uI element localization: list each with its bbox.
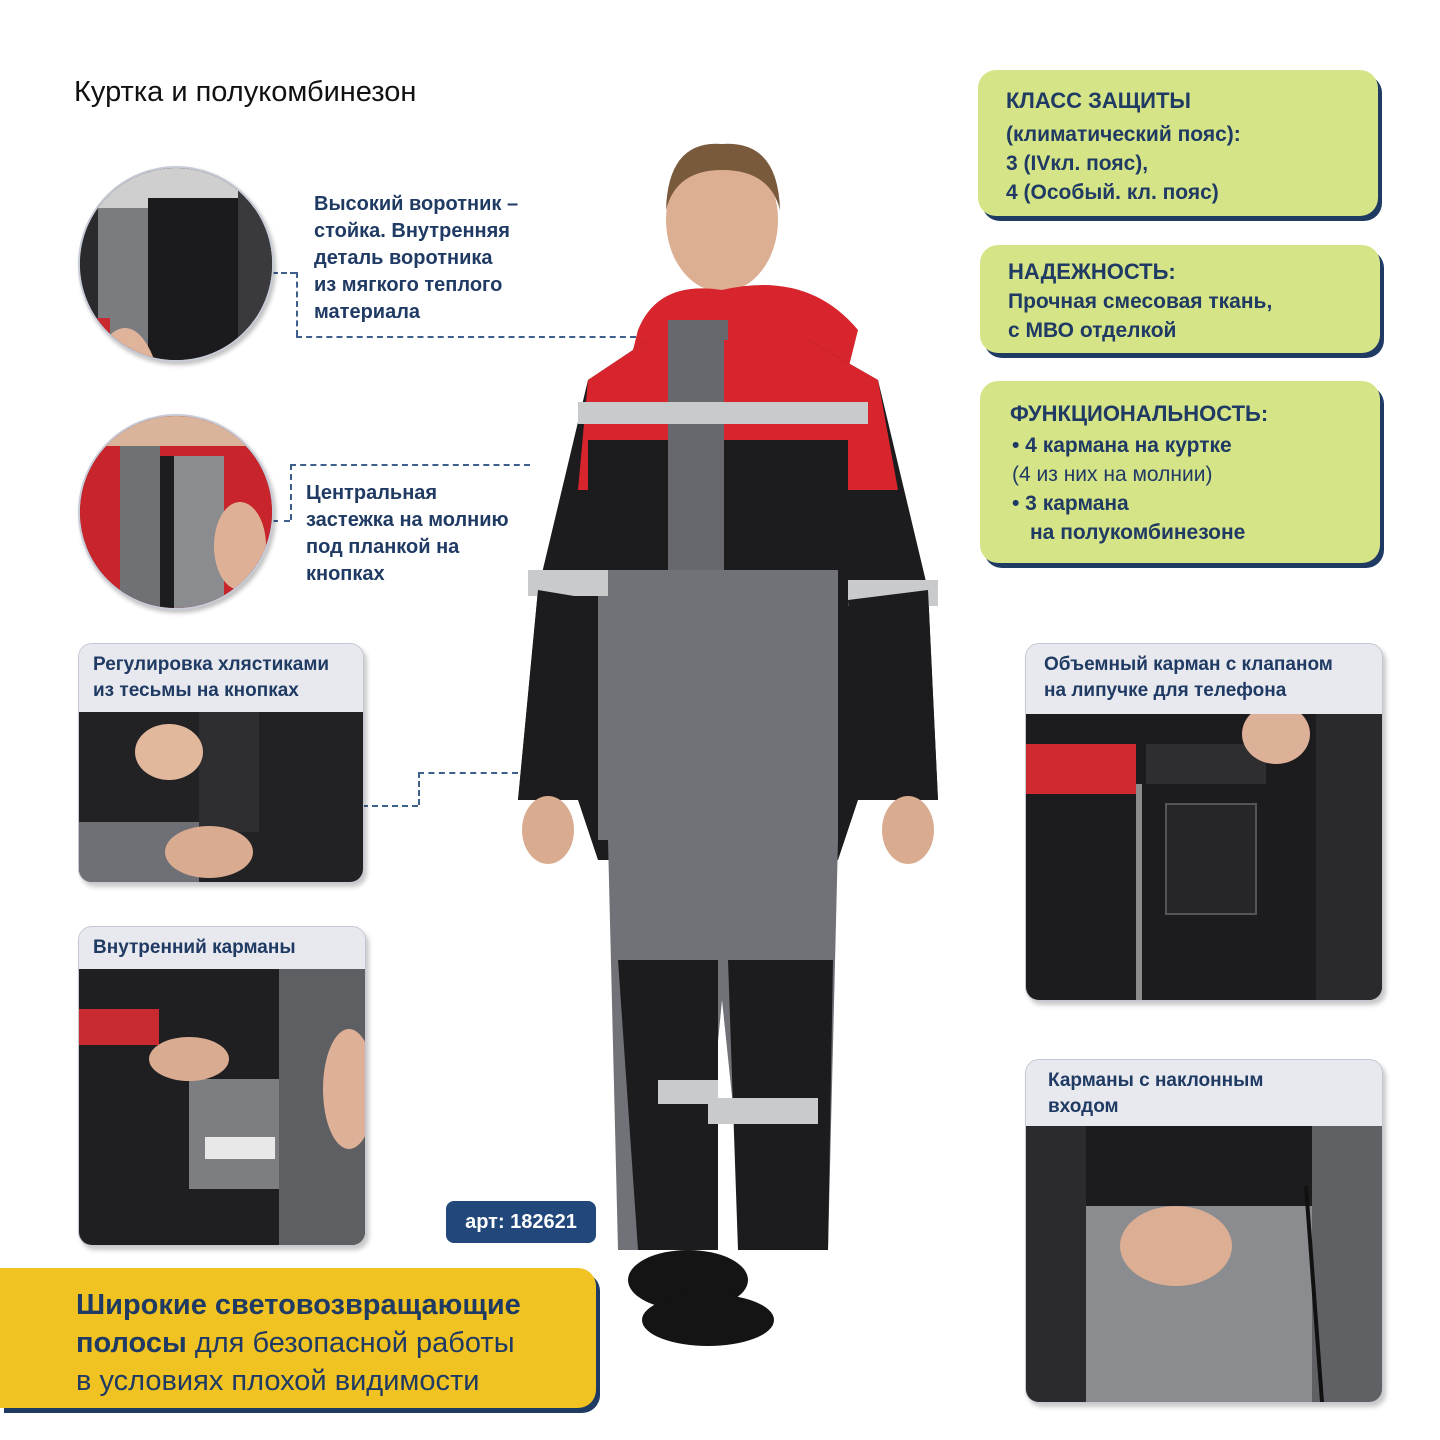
card-heading — [79, 644, 363, 710]
banner-text — [76, 1286, 521, 1400]
callout-line: материала — [314, 301, 421, 323]
info-heading: КЛАСС ЗАЩИТЫ — [1006, 88, 1191, 113]
collar-detail-icon — [80, 168, 272, 360]
phone-pocket-photo — [1026, 714, 1382, 1000]
info-reliability — [980, 245, 1380, 353]
card-heading-line: Объемный карман с клапаном — [1044, 654, 1333, 675]
callout-line: стойка. Внутренняя — [314, 220, 510, 242]
info-line: (климатический пояс): — [1006, 123, 1241, 146]
info-protection-class — [978, 70, 1378, 216]
connector-zipper — [272, 520, 290, 522]
card-heading-line: Карманы с наклонным — [1048, 1070, 1264, 1091]
slant-pockets-photo — [1026, 1126, 1382, 1402]
zipper-detail-icon — [80, 416, 272, 608]
cuff-detail-photo — [79, 712, 363, 882]
card-inner-pockets — [78, 926, 366, 1246]
info-text — [1006, 120, 1241, 207]
card-heading — [79, 927, 365, 967]
card-phone-pocket — [1025, 643, 1383, 1001]
card-heading — [1026, 1060, 1382, 1126]
info-text — [1008, 287, 1272, 345]
zipper-detail-photo — [78, 414, 274, 610]
collar-detail-photo — [78, 166, 274, 362]
info-list-note: (4 из них на молнии) — [1012, 463, 1213, 486]
connector-zipper-h — [290, 464, 530, 466]
connector-collar-v — [296, 272, 298, 336]
inner-pockets-photo — [79, 969, 365, 1245]
info-list — [1012, 431, 1245, 547]
card-heading-line: из тесьмы на кнопках — [93, 680, 299, 701]
banner-bold: полосы — [76, 1327, 187, 1359]
connector-cuff-v — [418, 772, 420, 805]
connector-cuff — [362, 805, 418, 807]
banner-rest: для безопасной работы — [186, 1327, 515, 1359]
card-heading-line: на липучке для телефона — [1044, 680, 1287, 701]
info-list-item: • 3 кармана — [1012, 492, 1129, 515]
info-line: Прочная смесовая ткань, — [1008, 290, 1273, 313]
callout-line: деталь воротника — [314, 247, 493, 269]
callout-line: застежка на молнию — [306, 509, 509, 531]
reflective-stripes-banner — [0, 1268, 596, 1408]
article-badge: арт: 182621 — [446, 1201, 596, 1243]
info-line: 3 (IVкл. пояс), — [1006, 152, 1149, 175]
card-heading — [1026, 644, 1382, 710]
info-heading: ФУНКЦИОНАЛЬНОСТЬ: — [1010, 401, 1269, 426]
page-title: Куртка и полукомбинезон — [74, 76, 417, 108]
info-line: 4 (Особый. кл. пояс) — [1006, 181, 1219, 204]
banner-bold: Широкие световозвращающие — [76, 1289, 521, 1321]
connector-zipper-v — [290, 464, 292, 520]
callout-line: кнопках — [306, 563, 385, 585]
info-heading: НАДЕЖНОСТЬ: — [1008, 259, 1176, 284]
callout-line: из мягкого теплого — [314, 274, 503, 296]
banner-line: в условиях плохой видимости — [76, 1365, 480, 1397]
callout-line: под планкой на — [306, 536, 460, 558]
callout-line: Высокий воротник – — [314, 193, 519, 215]
card-heading-line: Внутренний карманы — [93, 937, 296, 958]
card-cuff-adjust — [78, 643, 364, 883]
info-functionality — [980, 381, 1380, 563]
card-slant-pockets — [1025, 1059, 1383, 1403]
info-list-item: на полукомбинезоне — [1030, 521, 1246, 544]
card-heading-line: Регулировка хлястиками — [93, 654, 330, 675]
info-line: с МВО отделкой — [1008, 319, 1177, 342]
info-list-item: • 4 кармана на куртке — [1012, 434, 1232, 457]
model-in-workwear-photo — [508, 140, 948, 1350]
connector-collar — [272, 272, 296, 274]
connector-cuff-h — [418, 772, 518, 774]
card-heading-line: входом — [1048, 1096, 1119, 1117]
callout-line: Центральная — [306, 482, 438, 504]
